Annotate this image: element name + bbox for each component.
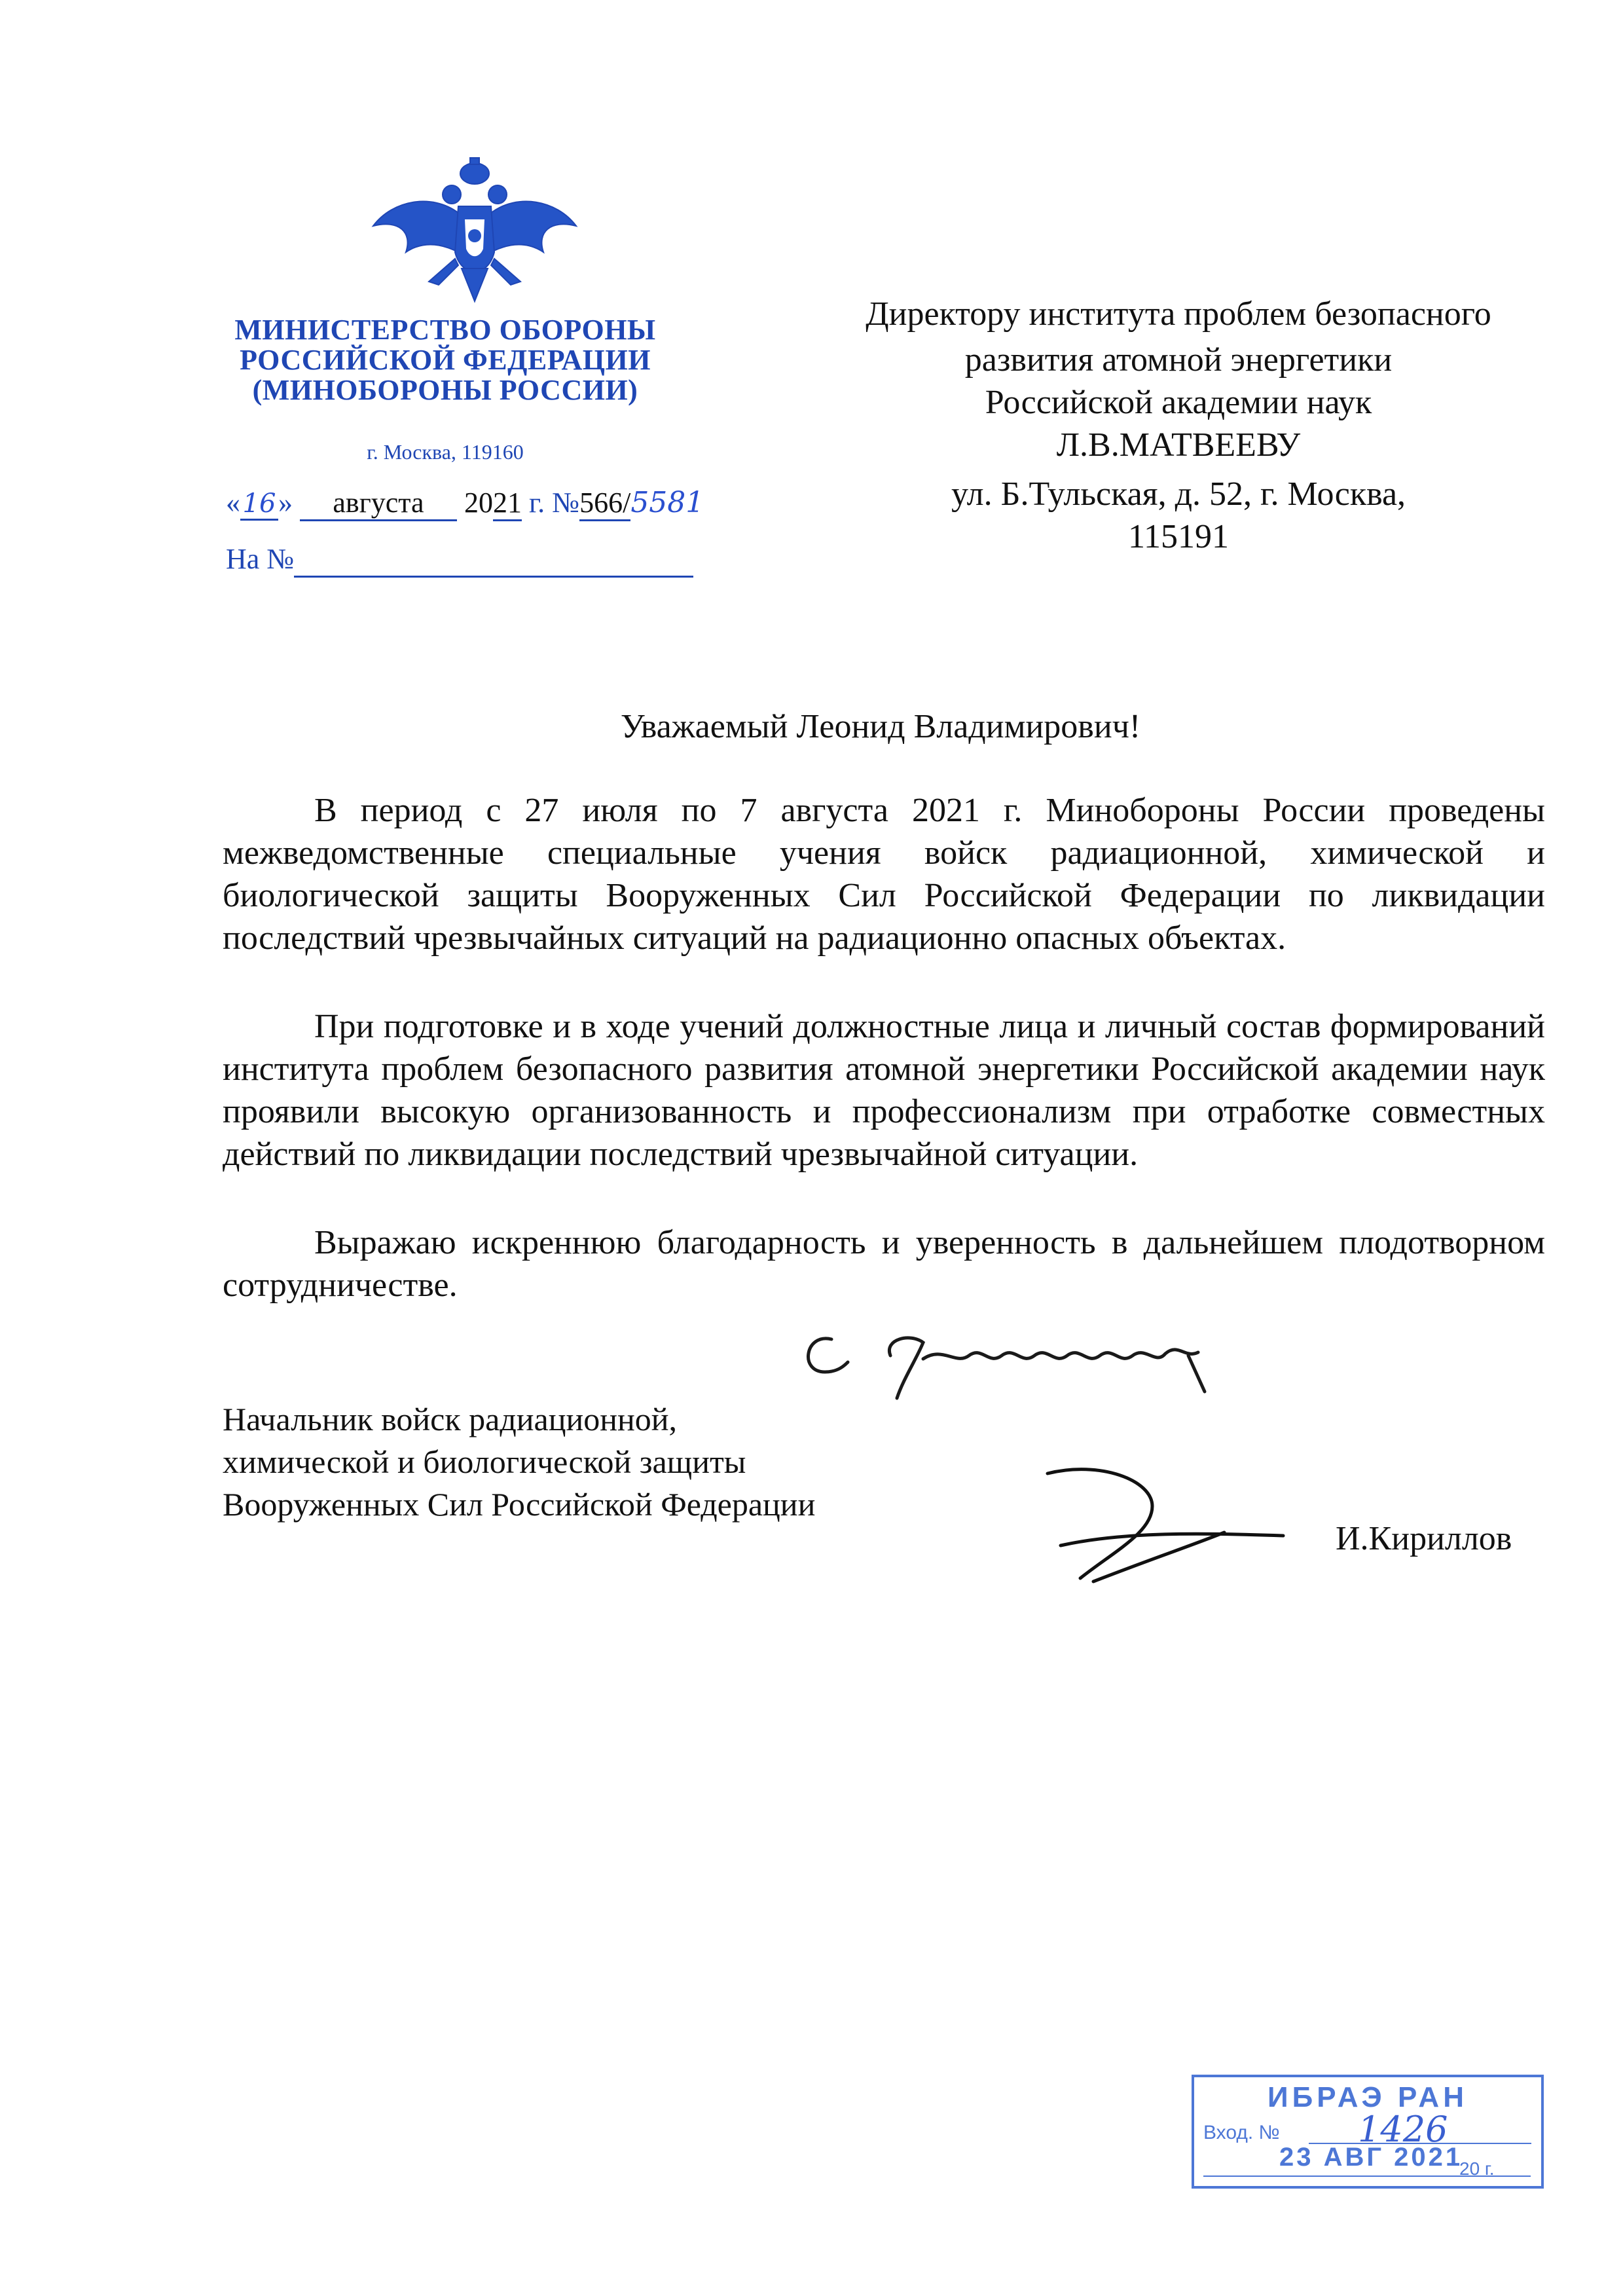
date-day: 16 xyxy=(240,489,278,521)
addressee-name: Л.В.МАТВЕЕВУ xyxy=(1056,426,1301,464)
date-year-prefix: 20 xyxy=(464,487,493,519)
letterhead-city: г. Москва, 119160 xyxy=(367,440,524,464)
date-month: августа xyxy=(300,486,457,521)
addressee-address: ул. Б.Тульская, д. 52, г. Москва, xyxy=(951,475,1406,513)
body-paragraph-2: При подготовке и в ходе учений должностные лица и личный состав формирований института проблем безопасного развития атомной энергетики Российской академии наук проявили высокую организованность и профессионализм при отработке совместных действий по ликвидации последствий чрезвычайной ситуации. xyxy=(223,1008,1545,1173)
signature-scribble xyxy=(1021,1454,1296,1598)
addressee-line-3: Российской академии наук xyxy=(985,384,1372,421)
stamp-incoming-number: 1426 xyxy=(1358,2109,1448,2150)
stamp-incoming-label: Вход. № xyxy=(1203,2122,1280,2143)
stamp-date: 23 АВГ 2021 xyxy=(1279,2143,1463,2172)
incoming-registration-stamp xyxy=(1192,2075,1544,2189)
stamp-organization: ИБРАЭ РАН xyxy=(1267,2081,1468,2113)
date-year-label: г. № xyxy=(522,487,580,519)
outgoing-number-handwritten: 5581 xyxy=(630,486,704,519)
signer-name: И.Кириллов xyxy=(1336,1520,1512,1557)
ministry-name-line-3: (МИНОБОРОНЫ РОССИИ) xyxy=(252,374,638,406)
ministry-name-line-2: РОССИЙСКОЙ ФЕДЕРАЦИИ xyxy=(240,344,651,376)
addressee-postcode: 115191 xyxy=(1127,518,1230,555)
outgoing-date-number-line xyxy=(226,486,704,521)
reference-blank xyxy=(294,542,693,578)
signer-title-line-1: Начальник войск радиационной, xyxy=(223,1401,678,1437)
body-paragraph-3: Выражаю искреннюю благодарность и уверенность в дальнейшем плодотворном сотрудничестве. xyxy=(223,1224,1545,1304)
stamp-year-suffix: 20 г. xyxy=(1459,2158,1495,2179)
date-open-quote: « xyxy=(226,487,240,519)
signer-title-line-3: Вооруженных Сил Российской Федерации xyxy=(223,1486,816,1523)
salutation: Уважаемый Леонид Владимирович! xyxy=(620,708,1141,745)
reference-number-line xyxy=(226,542,693,578)
ministry-name-line-1: МИНИСТЕРСТВО ОБОРОНЫ xyxy=(234,314,656,346)
double-headed-eagle-emblem xyxy=(367,154,583,305)
date-year-suffix: 21 xyxy=(493,486,522,521)
body-paragraph-1: В период с 27 июля по 7 августа 2021 г. Минобороны России проведены межведомственные специальные учения войск радиационной, химической и биологической защиты Вооруженных Сил Российской Федерации по ликвидации последствий чрезвычайных ситуаций на радиационно опасных объектах. xyxy=(223,792,1545,957)
handwritten-note-signature xyxy=(792,1320,1264,1411)
date-close-quote: » xyxy=(278,487,293,519)
addressee-line-1: Директору института проблем безопасного xyxy=(866,295,1491,333)
reference-label: На № xyxy=(226,543,295,575)
outgoing-number: 566/ xyxy=(579,486,630,521)
addressee-line-2: развития атомной энергетики xyxy=(964,341,1393,379)
signer-title-line-2: химической и биологической защиты xyxy=(223,1443,746,1480)
